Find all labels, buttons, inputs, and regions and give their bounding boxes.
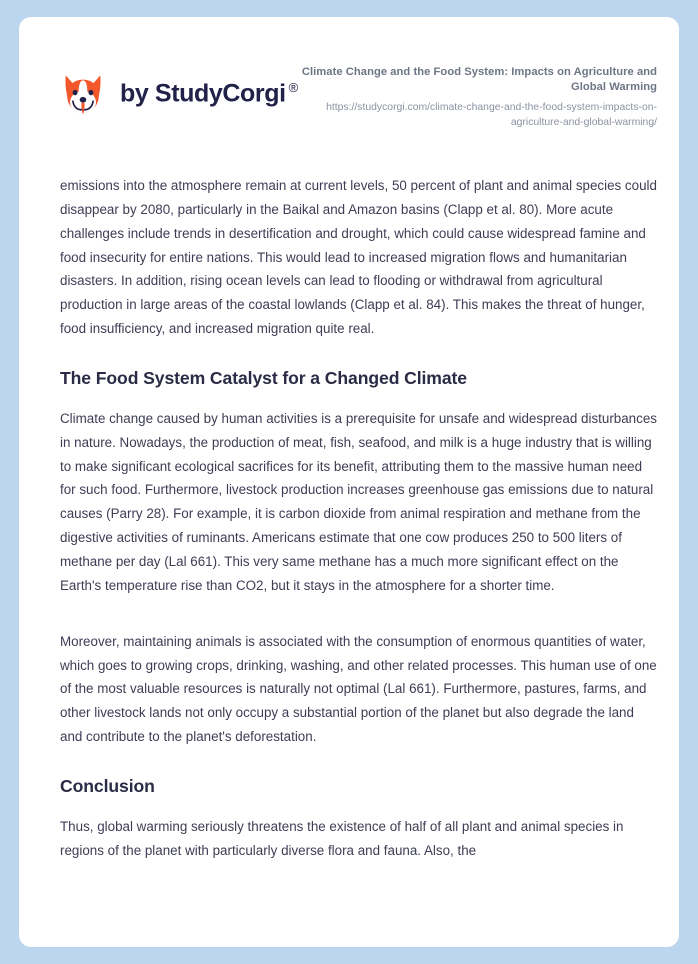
- document-title: Climate Change and the Food System: Impacts on Agriculture and Global Warming: [301, 66, 657, 94]
- brand-lockup: [60, 63, 298, 117]
- section-heading-food-system-catalyst: The Food System Catalyst for a Changed Climate: [60, 367, 467, 388]
- brand-name: [120, 81, 298, 106]
- corgi-face-icon: [60, 71, 106, 117]
- paragraph-3: Moreover, maintaining animals is associated with the consumption of enormous quantities of water, which goes to growing crops, drinking, washing, and other related processes. This human use of one of the most valuable resources is naturally not optimal (Lal 661). Furthermore, pastures, farms, and other livestock lands not only occupy a substantial portion of the planet but also degrade the land and contribute to the planet's deforestation.: [60, 633, 657, 745]
- paragraph-spacer: [60, 618, 657, 630]
- document-source-url[interactable]: https://studycorgi.com/climate-change-and-the-food-system-impacts-on-agriculture-and-global-warming/: [326, 102, 657, 128]
- paragraph-4: Thus, global warming seriously threatens the existence of half of all plant and animal species in regions of the planet with particularly diverse flora and fauna. Also, the: [60, 818, 624, 858]
- document-header: [19, 17, 679, 130]
- registered-trademark-icon: ®: [288, 80, 298, 96]
- paragraph-2: Climate change caused by human activities is a prerequisite for unsafe and widespread disturbances in nature. Nowadays, the production of meat, fish, seafood, and milk is a huge industry that is willing to make significant ecological sacrifices for its benefit, attributing them to the massive human need for such food. Furthermore, livestock production increases greenhouse gas emissions due to natural causes (Parry 28). For example, it is carbon dioxide from animal respiration and methane from the digestive activities of ruminants. Americans estimate that one cow produces 250 to 500 liters of methane per day (Lal 661). This very same methane has a much more significant effect on the Earth's temperature rise than CO2, but it stays in the atmosphere for a shorter time.: [60, 410, 657, 593]
- paragraph-1: emissions into the atmosphere remain at current levels, 50 percent of plant and animal species could disappear by 2080, particularly in the Baikal and Amazon basins (Clapp et al. 80). More acute challenges include trends in desertification and drought, which could cause widespread famine and food insecurity for entire nations. This would lead to increased migration flows and humanitarian disasters. In addition, rising ocean levels can lead to flooding or withdrawal from agricultural production in large areas of the coastal lowlands (Clapp et al. 84). This makes the threat of hunger, food insufficiency, and increased migration quite real.: [60, 177, 657, 337]
- section-heading-conclusion: Conclusion: [60, 775, 155, 796]
- document-meta: [298, 63, 657, 130]
- document-paper: [19, 17, 679, 947]
- document-body: [19, 174, 679, 863]
- brand-name-text: by StudyCorgi: [120, 79, 286, 108]
